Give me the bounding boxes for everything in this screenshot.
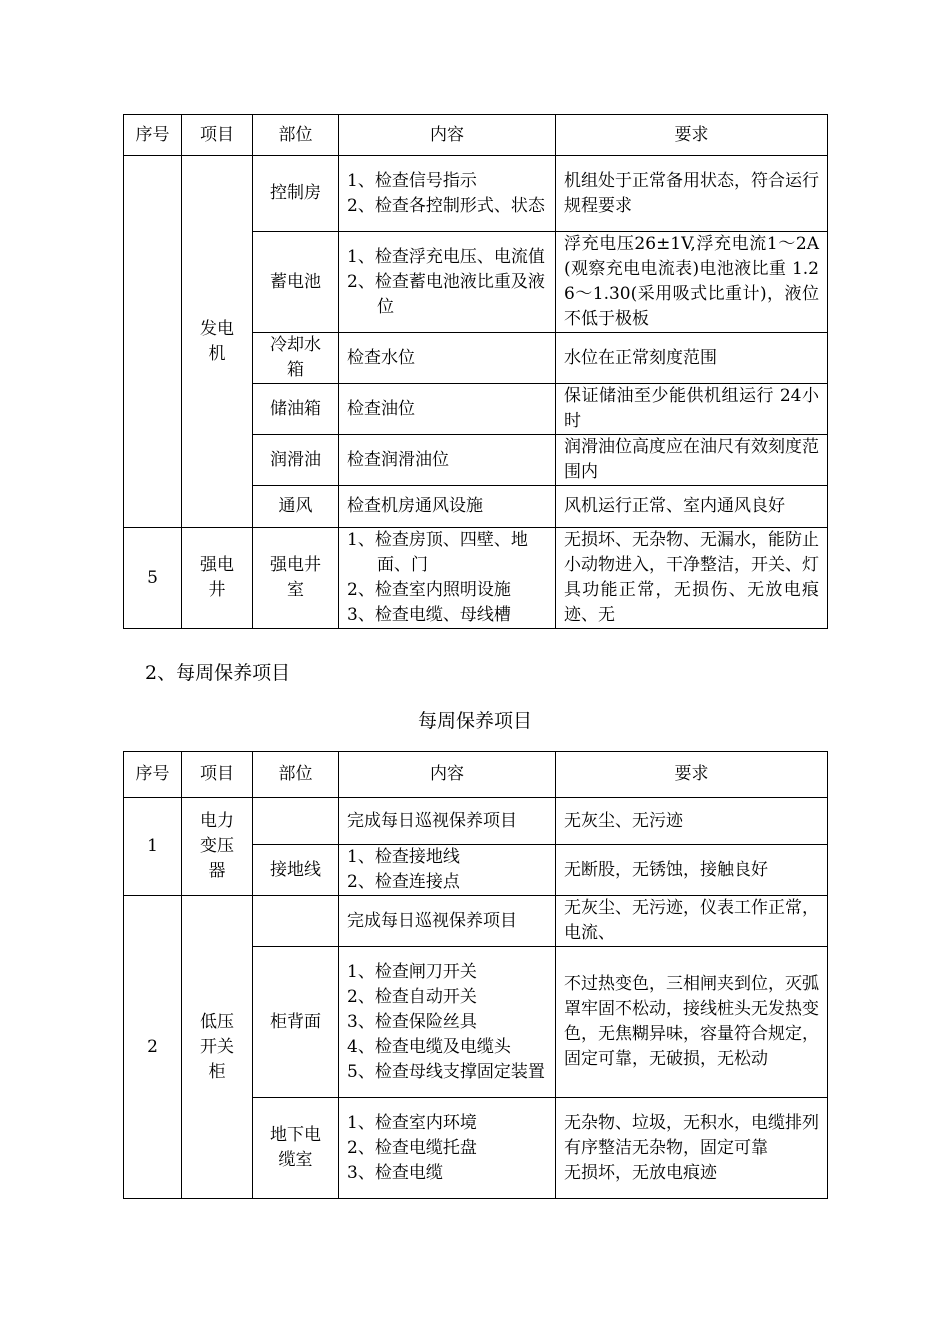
item-cell: 强电 井 — [182, 528, 253, 629]
requirement-cell: 机组处于正常备用状态，符合运行规程要求 — [556, 156, 828, 232]
content-cell: 完成每日巡视保养项目 — [339, 798, 556, 845]
part-cell: 强电井 室 — [253, 528, 339, 629]
seq-cell: 5 — [124, 528, 182, 629]
table-row — [124, 528, 828, 629]
requirement-cell: 水位在正常刻度范围 — [556, 333, 828, 384]
content-cell: 1、检查室内环境 2、检查电缆托盘 3、检查电缆 — [339, 1098, 556, 1199]
requirement-cell: 风机运行正常、室内通风良好 — [556, 486, 828, 528]
seq-cell: 1 — [124, 798, 182, 896]
content-cell: 检查油位 — [339, 384, 556, 435]
part-cell: 地下电 缆室 — [253, 1098, 339, 1199]
header-item: 项目 — [182, 752, 253, 798]
section-heading: 2、每周保养项目 — [145, 662, 291, 684]
content-cell: 1、检查浮充电压、电流值 2、检查蓄电池液比重及液位 — [339, 232, 556, 333]
part-cell: 柜背面 — [253, 947, 339, 1098]
part-cell: 冷却水 箱 — [253, 333, 339, 384]
content-cell: 检查水位 — [339, 333, 556, 384]
part-cell — [253, 798, 339, 845]
header-part: 部位 — [253, 115, 339, 156]
requirement-cell: 浮充电压26±1V,浮充电流1～2A(观察充电电流表)电池液比重 1.26～1.30(采用吸式比重计)，液位不低于极板 — [556, 232, 828, 333]
requirement-cell: 无损坏、无杂物、无漏水，能防止小动物进入，干净整洁，开关、灯具功能正常，无损伤、无放电痕迹、无 — [556, 528, 828, 629]
content-cell: 1、检查闸刀开关 2、检查自动开关 3、检查保险丝具 4、检查电缆及电缆头 5、检查母线支撑固定装置 — [339, 947, 556, 1098]
content-cell: 检查机房通风设施 — [339, 486, 556, 528]
table-header-row — [124, 115, 828, 156]
requirement-cell: 无断股，无锈蚀，接触良好 — [556, 845, 828, 896]
header-part: 部位 — [253, 752, 339, 798]
requirement-cell: 不过热变色，三相闸夹到位，灭弧罩牢固不松动，接线桩头无发热变色，无焦糊异味，容量符合规定，固定可靠，无破损，无松动 — [556, 947, 828, 1098]
header-content: 内容 — [339, 115, 556, 156]
item-cell: 发电 机 — [182, 156, 253, 528]
header-seq: 序号 — [124, 115, 182, 156]
item-cell: 电力 变压 器 — [182, 798, 253, 896]
part-cell: 储油箱 — [253, 384, 339, 435]
header-requirement: 要求 — [556, 115, 828, 156]
requirement-cell: 润滑油位高度应在油尺有效刻度范围内 — [556, 435, 828, 486]
seq-cell: 2 — [124, 896, 182, 1199]
table-row — [124, 798, 828, 845]
part-cell — [253, 896, 339, 947]
item-cell: 低压 开关 柜 — [182, 896, 253, 1199]
part-cell: 蓄电池 — [253, 232, 339, 333]
part-cell: 接地线 — [253, 845, 339, 896]
daily-table-continued — [123, 114, 828, 629]
content-cell: 1、检查房顶、四壁、地面、门 2、检查室内照明设施 3、检查电缆、母线槽 — [339, 528, 556, 629]
weekly-table — [123, 751, 828, 1199]
part-cell: 通风 — [253, 486, 339, 528]
requirement-cell: 无灰尘、无污迹 — [556, 798, 828, 845]
header-seq: 序号 — [124, 752, 182, 798]
content-cell: 1、检查接地线 2、检查连接点 — [339, 845, 556, 896]
table-row — [124, 156, 828, 232]
part-cell: 控制房 — [253, 156, 339, 232]
part-cell: 润滑油 — [253, 435, 339, 486]
table-header-row — [124, 752, 828, 798]
header-content: 内容 — [339, 752, 556, 798]
table-caption: 每周保养项目 — [417, 710, 532, 732]
header-requirement: 要求 — [556, 752, 828, 798]
requirement-cell: 保证储油至少能供机组运行 24小时 — [556, 384, 828, 435]
requirement-cell: 无灰尘、无污迹，仪表工作正常，电流、 — [556, 896, 828, 947]
seq-cell — [124, 156, 182, 528]
content-cell: 检查润滑油位 — [339, 435, 556, 486]
requirement-cell: 无杂物、垃圾，无积水，电缆排列有序整洁无杂物，固定可靠 无损坏，无放电痕迹 — [556, 1098, 828, 1199]
header-item: 项目 — [182, 115, 253, 156]
table-row — [124, 896, 828, 947]
content-cell: 完成每日巡视保养项目 — [339, 896, 556, 947]
content-cell: 1、检查信号指示 2、检查各控制形式、状态 — [339, 156, 556, 232]
